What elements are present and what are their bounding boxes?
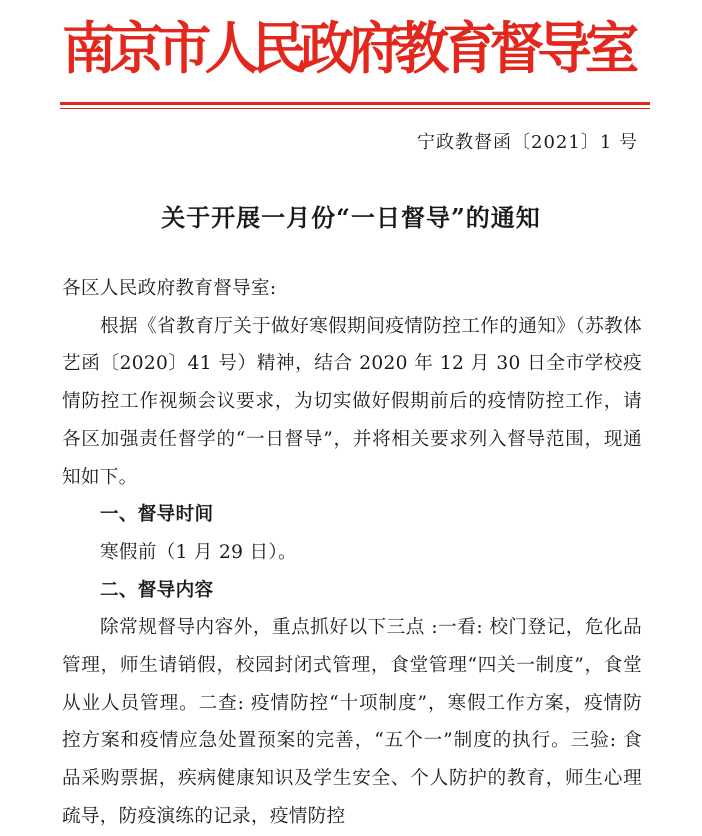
notice-title: 关于开展一月份“一日督导”的通知 bbox=[161, 203, 541, 232]
section-heading-time: 一、督导时间 bbox=[100, 504, 214, 526]
letterhead bbox=[0, 0, 702, 112]
salutation: 各区人民政府教育督导室: bbox=[62, 278, 277, 299]
section-text-time: 寒假前（1 月 29 日）。 bbox=[100, 541, 297, 563]
red-divider-thick bbox=[60, 102, 650, 105]
notice-body bbox=[62, 270, 642, 836]
red-divider-thin bbox=[60, 108, 650, 109]
issuing-organization-title: 南京市人民政府教育督导室 bbox=[62, 16, 633, 82]
section-heading-content: 二、督导内容 bbox=[100, 579, 214, 601]
section-text-content: 除常规督导内容外，重点抓好以下三点 :一看: 校门登记，危化品管理，师生请销假，校园封闭式管理，食堂管理“四关一制度”，食堂从业人员管理。二查: 疫情防控“十项制度”，寒假工作方案，疫情防控方案和疫情应急处置预案的完善，“五个一”制度的执行。三验: 食品采购票据，疾病健康知识及学生安全、个人防护的教育，师生心理疏导，防疫演练的记录，疫情防控 bbox=[62, 617, 642, 827]
intro-paragraph: 根据《省教育厅关于做好寒假期间疫情防控工作的通知》（苏教体艺函〔2020〕41 号）精神，结合 2020 年 12 月 30 日全市学校疫情防控工作视频会议要求，为切实做好假期前后的疫情防控工作，请各区加强责任督学的“一日督导”，并将相关要求列入督导范围，现通知如下。 bbox=[62, 315, 642, 488]
document-number: 宁政教督函〔2021〕1 号 bbox=[417, 132, 638, 153]
